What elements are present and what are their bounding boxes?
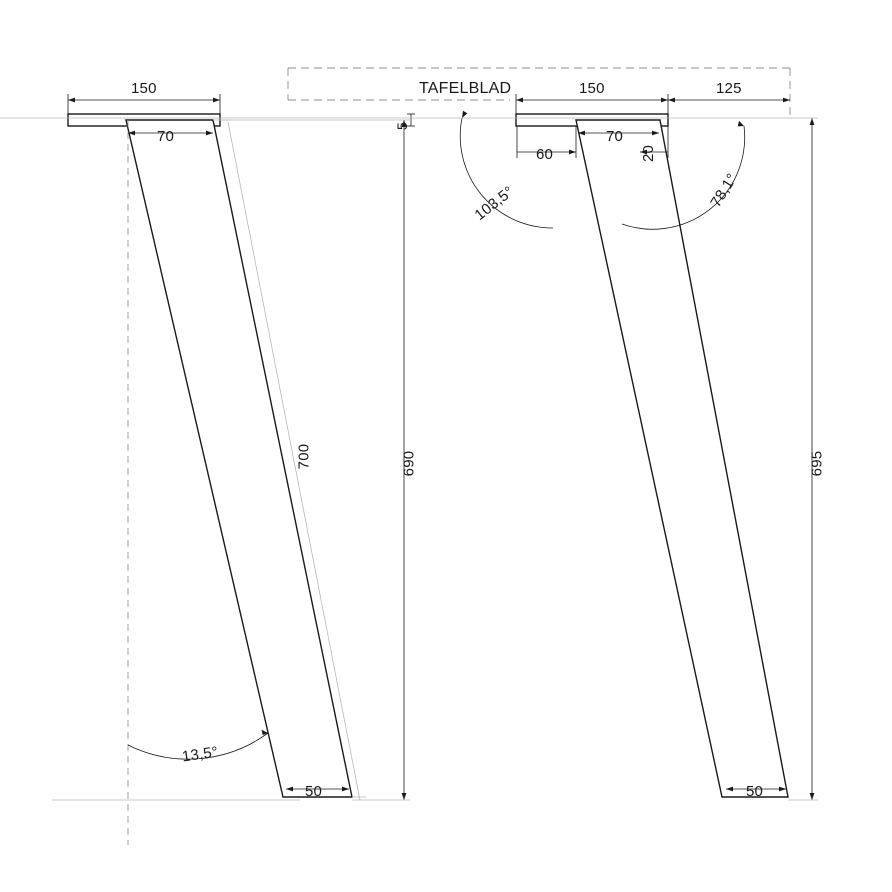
left-top-width-label: 150	[131, 80, 157, 97]
right-offset-60-label: 60	[536, 146, 554, 163]
right-angle-right-label: 78,1°	[707, 170, 741, 211]
right-angle-left-label: 103,5°	[471, 183, 518, 224]
left-thickness-label: 5	[394, 122, 410, 130]
right-top-dimension-125	[668, 98, 790, 103]
right-total-height-label: 695	[808, 450, 826, 477]
left-leg-width-label: 70	[157, 128, 175, 145]
drawing-title: TAFELBLAD	[419, 80, 512, 97]
right-offset-20-label: 20	[640, 144, 658, 163]
left-leg	[126, 120, 352, 797]
right-tafelblad-extent	[288, 68, 790, 118]
left-leg-length-label: 700	[295, 443, 313, 470]
left-foot-width-label: 50	[305, 783, 323, 800]
right-leg-width-label: 70	[606, 128, 624, 145]
left-total-height-label: 690	[400, 450, 418, 477]
left-lean-angle-label: 13,5°	[180, 743, 220, 766]
right-leg	[576, 120, 788, 797]
right-top-width-label: 150	[579, 80, 605, 97]
right-overhang-label: 125	[716, 80, 742, 97]
right-foot-width-label: 50	[746, 783, 764, 800]
